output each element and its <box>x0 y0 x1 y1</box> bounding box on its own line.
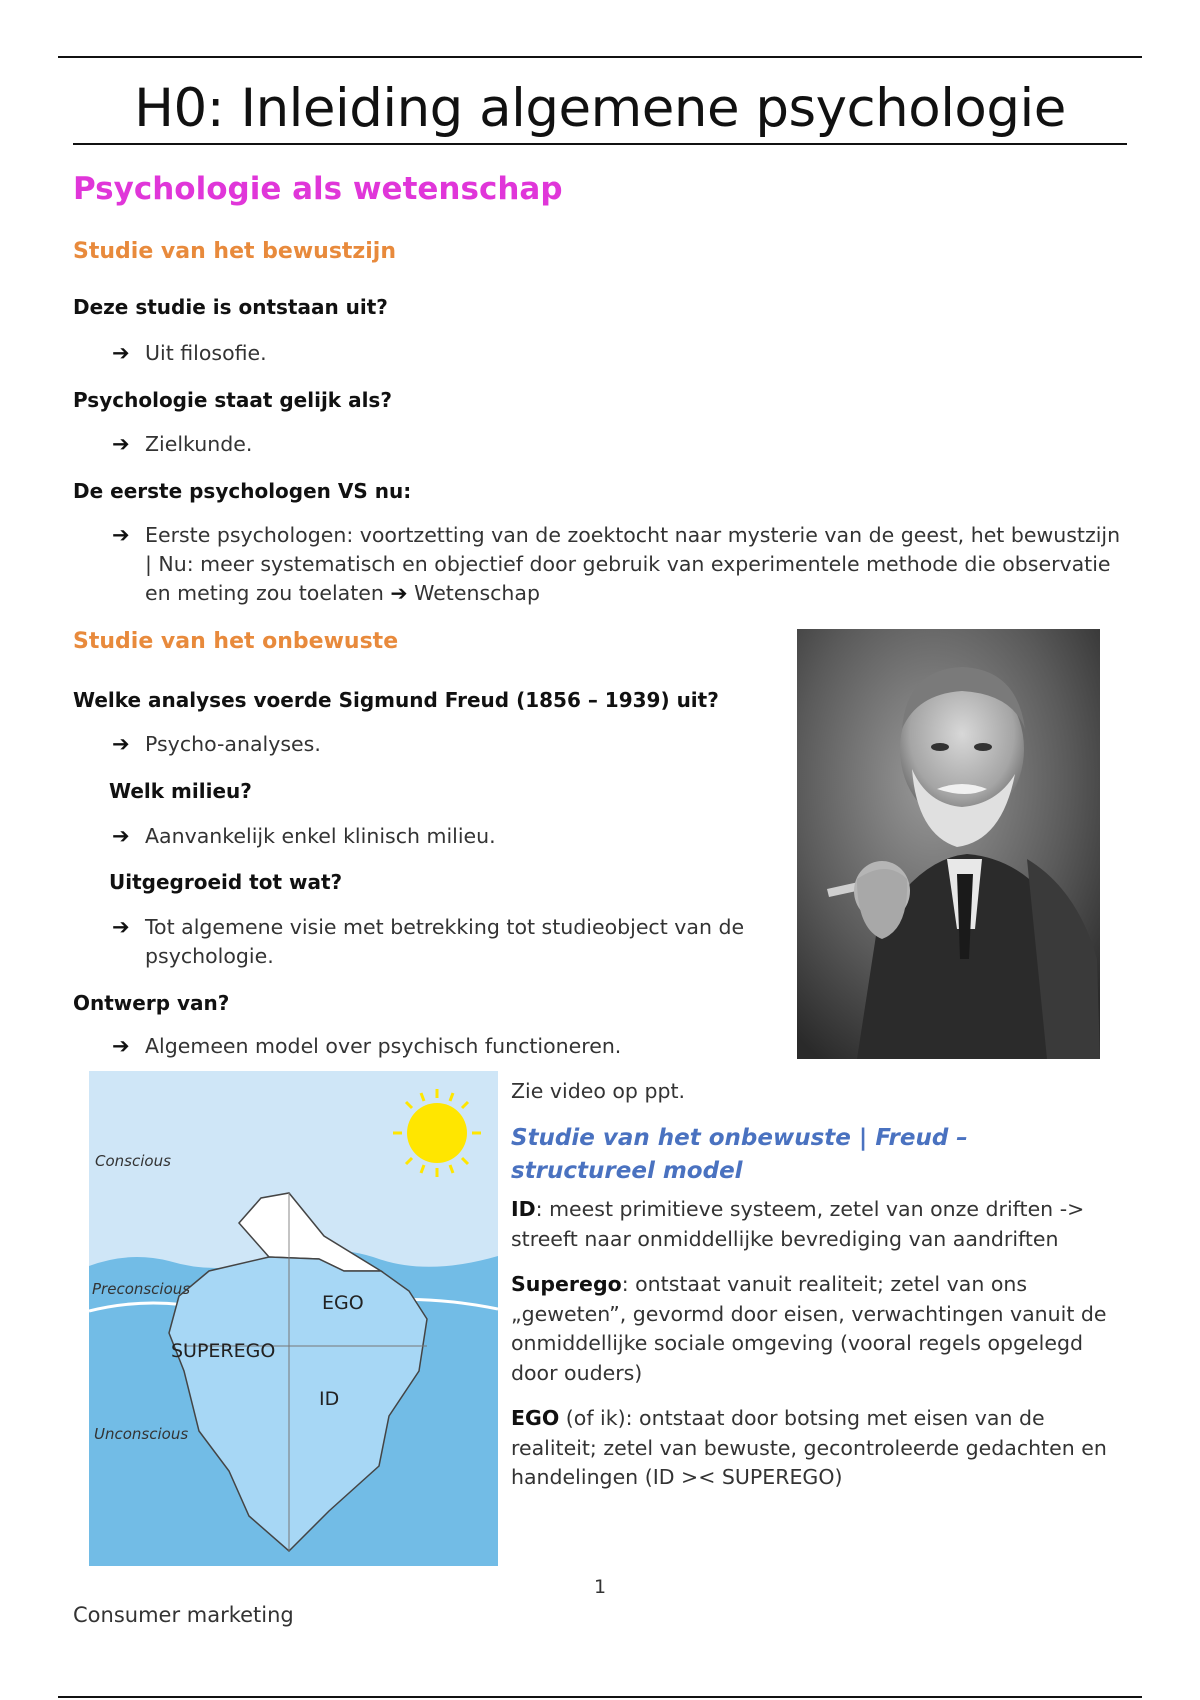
section-title: Psychologie als wetenschap <box>73 171 563 207</box>
right-arrow-icon: ➔ <box>112 341 130 365</box>
unconscious-label: Unconscious <box>94 1425 189 1443</box>
superego-definition: Superego: ontstaat vanuit realiteit; zetel van ons „geweten”, gevormd door eisen, verwachtingen vanuit de onmiddellijke sociale omgeving (vooral regels opgelegd door ouders) <box>511 1272 1107 1385</box>
answer-ontwerp: ➔ Algemeen model over psychisch functioneren. <box>112 1032 812 1061</box>
right-arrow-icon: ➔ <box>112 432 130 456</box>
question-psychologen: De eerste psychologen VS nu: <box>73 479 412 503</box>
question-gelijk: Psychologie staat gelijk als? <box>73 388 392 412</box>
ego-definition: EGO (of ik): ontstaat door botsing met eisen van de realiteit; zetel van bewuste, gecontroleerde gedachten en handelingen (ID >< SUPEREGO) <box>511 1406 1107 1489</box>
right-arrow-icon: ➔ <box>390 581 408 605</box>
answer-ontstaan: ➔ Uit filosofie. <box>112 339 1012 368</box>
superego-label: SUPEREGO <box>171 1340 276 1362</box>
answer-freud: ➔ Psycho-analyses. <box>112 730 772 759</box>
right-arrow-icon: ➔ <box>112 732 130 756</box>
answer-uitgegroeid: ➔ Tot algemene visie met betrekking tot studieobject van de psychologie. <box>112 915 745 968</box>
freud-portrait-image <box>797 629 1100 1059</box>
bottom-page-rule <box>58 1696 1142 1698</box>
question-ontwerp: Ontwerp van? <box>73 991 230 1015</box>
ego-label: EGO <box>322 1292 364 1314</box>
answer-milieu: ➔ Aanvankelijk enkel klinisch milieu. <box>112 822 772 851</box>
answer-psychologen: ➔ Eerste psychologen: voortzetting van de zoektocht naar mysterie van de geest, het bewustzijn | Nu: meer systematisch en objectief door gebruik van experimentele methode die observatie en meting zou toelaten ➔ Wetenschap <box>112 523 1121 605</box>
document-title: H0: Inleiding algemene psychologie <box>134 78 1066 139</box>
id-definition: ID: meest primitieve systeem, zetel van onze driften -> streeft naar onmiddellijke bevrediging van aandriften <box>511 1197 1085 1251</box>
right-arrow-icon: ➔ <box>112 1034 130 1058</box>
title-underline <box>73 143 1127 145</box>
question-ontstaan: Deze studie is ontstaan uit? <box>73 295 388 319</box>
iceberg-diagram <box>89 1071 498 1566</box>
question-uitgegroeid: Uitgegroeid tot wat? <box>109 870 343 894</box>
video-note: Zie video op ppt. <box>511 1079 686 1103</box>
top-page-rule <box>58 56 1142 58</box>
model-heading: Studie van het onbewuste | Freud – structureel model <box>511 1125 968 1184</box>
preconscious-label: Preconscious <box>92 1280 191 1298</box>
subsection-title-onbewuste: Studie van het onbewuste <box>73 629 399 654</box>
portrait-illustration <box>797 629 1100 1059</box>
question-freud: Welke analyses voerde Sigmund Freud (1856 – 1939) uit? <box>73 688 719 712</box>
page-number: 1 <box>593 1576 607 1598</box>
right-arrow-icon: ➔ <box>112 824 130 848</box>
footer-text: Consumer marketing <box>73 1603 294 1627</box>
right-arrow-icon: ➔ <box>112 523 130 547</box>
answer-gelijk: ➔ Zielkunde. <box>112 430 1012 459</box>
iceberg-illustration <box>89 1071 498 1566</box>
right-arrow-icon: ➔ <box>112 915 130 939</box>
question-milieu: Welk milieu? <box>109 779 252 803</box>
id-label: ID <box>319 1388 340 1410</box>
subsection-title-bewustzijn: Studie van het bewustzijn <box>73 239 396 264</box>
conscious-label: Conscious <box>95 1152 171 1170</box>
